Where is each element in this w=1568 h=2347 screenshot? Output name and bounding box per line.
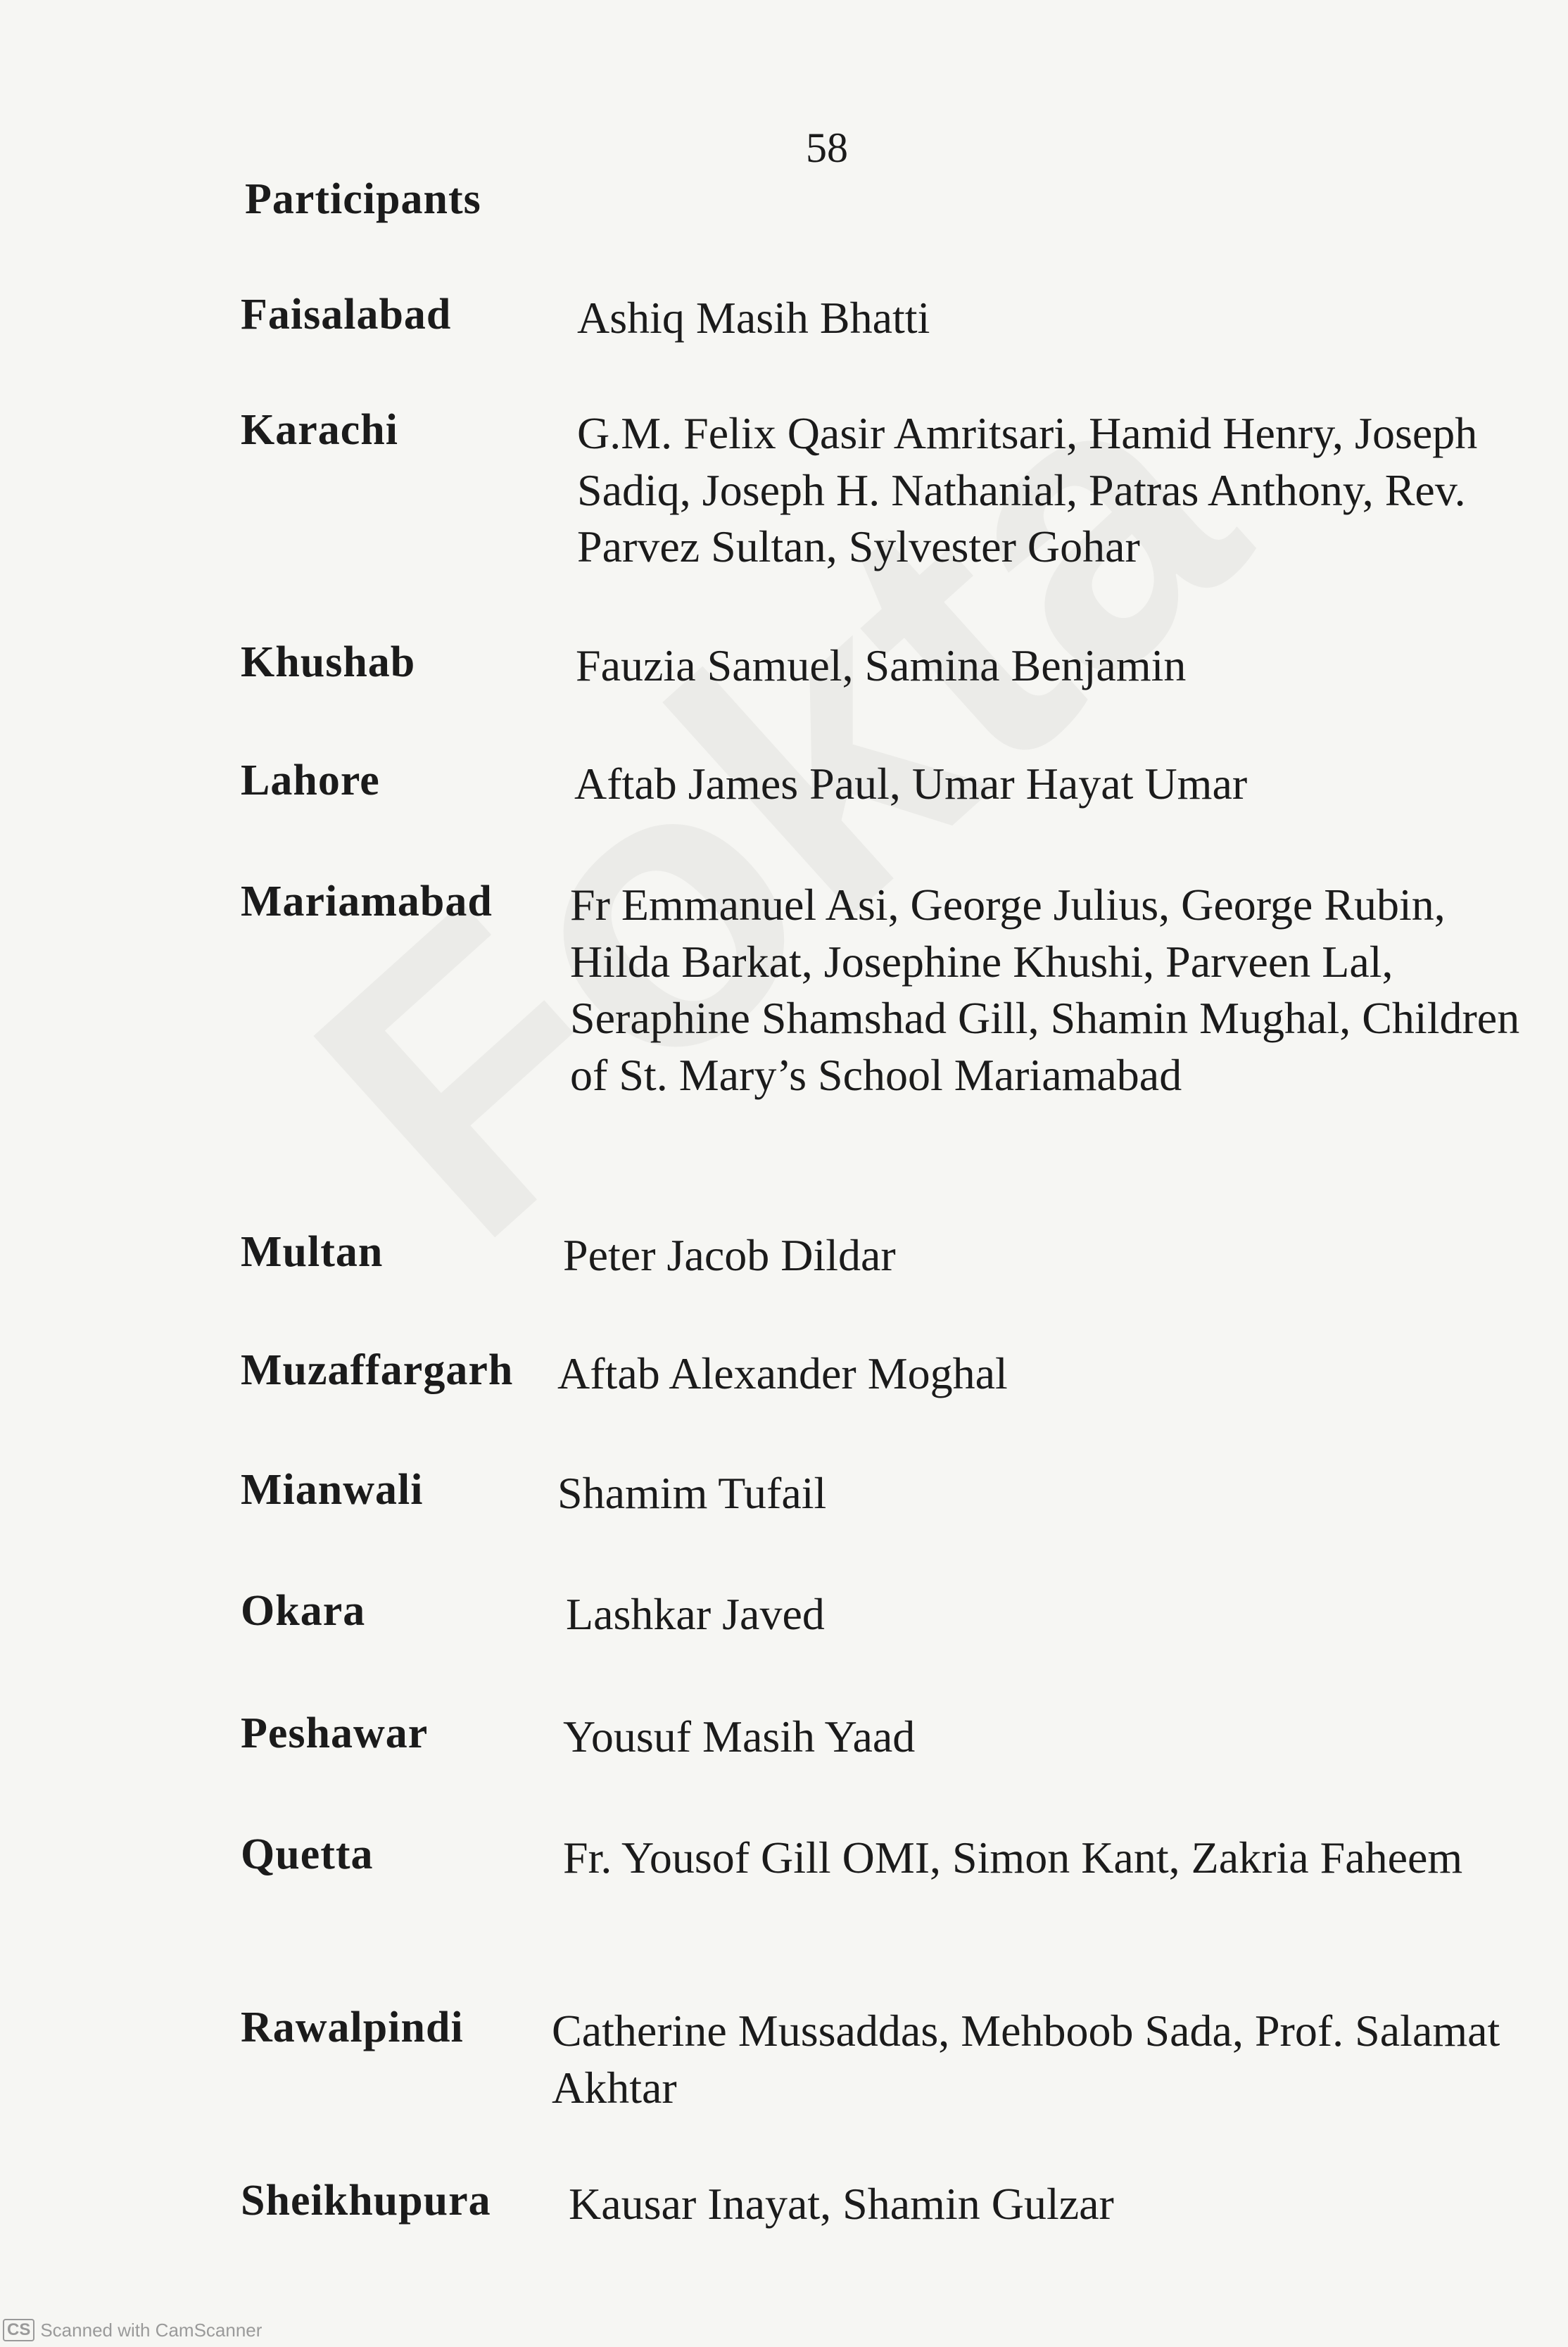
footer-text: Scanned with CamScanner [40, 2319, 263, 2341]
participant-names: G.M. Felix Qasir Amritsari, Hamid Henry, Joseph Sadiq, Joseph H. Nathanial, Patras Anthony, Rev. Parvez Sultan, Sylvester Gohar [577, 408, 1478, 572]
participant-names: Catherine Mussaddas, Mehboob Sada, Prof. Salamat Akhtar [552, 2006, 1500, 2113]
city-name: Mariamabad [241, 878, 493, 925]
participant-names: Fr Emmanuel Asi, George Julius, George Rubin, Hilda Barkat, Josephine Khushi, Parveen Lal, Seraphine Shamshad Gill, Shamin Mughal, Children of St. Mary’s School Mariamabad [570, 880, 1520, 1100]
participant-names: Ashiq Masih Bhatti [577, 293, 930, 343]
participant-names: Aftab Alexander Moghal [557, 1348, 1008, 1398]
participant-names: Fauzia Samuel, Samina Benjamin [576, 640, 1187, 690]
city-name: Peshawar [241, 1709, 429, 1757]
participant-names: Lashkar Javed [566, 1589, 825, 1639]
city-name: Multan [241, 1228, 384, 1276]
participant-names: Shamim Tufail [557, 1468, 827, 1518]
participant-names: Fr. Yousof Gill OMI, Simon Kant, Zakria Faheem [563, 1833, 1463, 1883]
page-number: 58 [806, 125, 848, 171]
scanner-footer [3, 2319, 262, 2341]
city-name: Okara [241, 1587, 366, 1635]
section-title: Participants [245, 175, 481, 223]
city-name: Sheikhupura [241, 2177, 491, 2225]
participant-names: Peter Jacob Dildar [563, 1230, 896, 1280]
city-name: Rawalpindi [241, 2004, 464, 2051]
city-name: Faisalabad [241, 291, 452, 339]
city-name: Mianwali [241, 1466, 424, 1514]
participant-names: Kausar Inayat, Shamin Gulzar [569, 2179, 1114, 2229]
city-name: Lahore [241, 757, 380, 804]
city-name: Muzaffargarh [241, 1346, 514, 1394]
city-name: Khushab [241, 638, 416, 686]
participant-names: Aftab James Paul, Umar Hayat Umar [574, 759, 1248, 809]
city-name: Karachi [241, 406, 398, 454]
camscanner-logo-icon: CS [3, 2319, 34, 2341]
city-name: Quetta [241, 1830, 374, 1878]
participant-names: Yousuf Masih Yaad [563, 1712, 916, 1761]
